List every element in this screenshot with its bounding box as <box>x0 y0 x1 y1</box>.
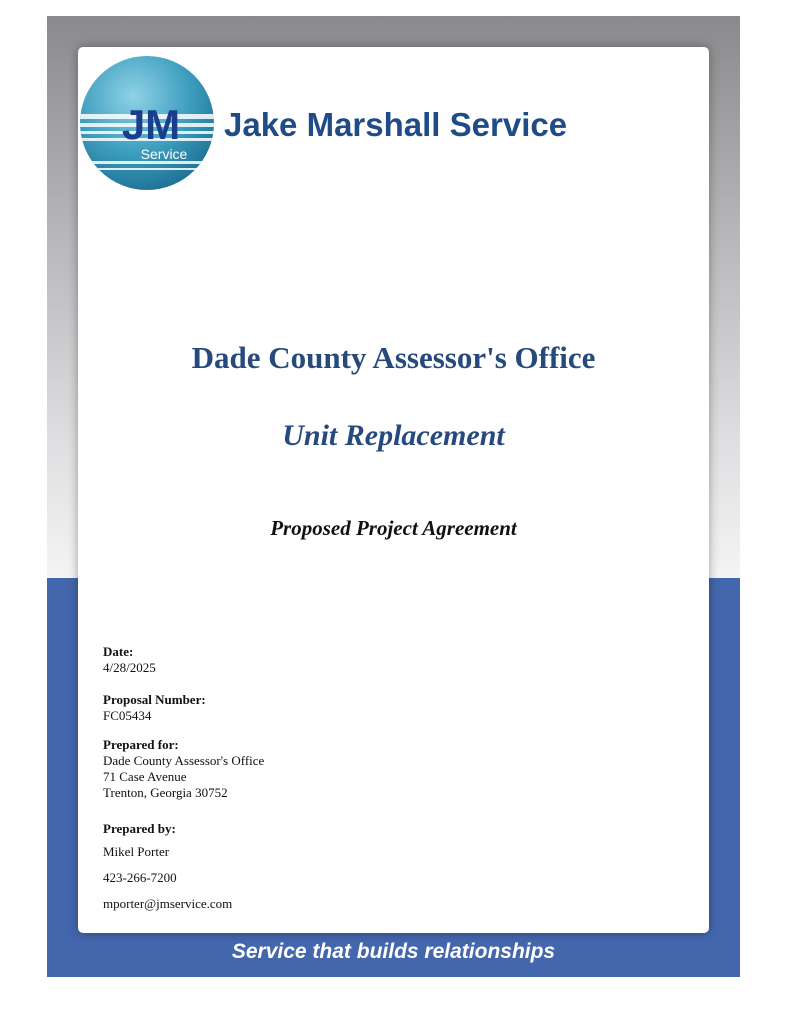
prepared-by-name: Mikel Porter <box>103 844 170 859</box>
prepared-for-block <box>103 737 264 801</box>
date-label: Date: <box>103 644 134 659</box>
proposal-number-block <box>103 692 206 724</box>
company-name: Jake Marshall Service <box>224 106 568 143</box>
prepared-by-block <box>103 821 232 912</box>
date-block <box>103 644 156 676</box>
proposal-number-label: Proposal Number: <box>103 692 206 707</box>
email-address: mporter@jmservice.com <box>103 896 233 911</box>
cover-subtitle: Unit Replacement <box>282 419 505 452</box>
prepared-for-line: Dade County Assessor's Office <box>103 753 265 768</box>
company-logo <box>80 56 214 190</box>
prepared-for-line: Trenton, Georgia 30752 <box>103 785 228 800</box>
prepared-by-label: Prepared by: <box>103 821 176 836</box>
footer-tagline: Service that builds relationships <box>231 940 556 963</box>
proposal-number-value: FC05434 <box>103 708 152 723</box>
prepared-for-label: Prepared for: <box>103 737 179 752</box>
logo-letters: JM <box>121 101 181 148</box>
cover-title: Dade County Assessor's Office <box>191 340 596 375</box>
prepared-for-line: 71 Case Avenue <box>103 769 187 784</box>
date-value: 4/28/2025 <box>103 660 156 675</box>
phone-number: 423-266-7200 <box>103 870 177 885</box>
logo-sub-text: Service <box>140 146 188 162</box>
document-type: Proposed Project Agreement <box>270 516 517 540</box>
